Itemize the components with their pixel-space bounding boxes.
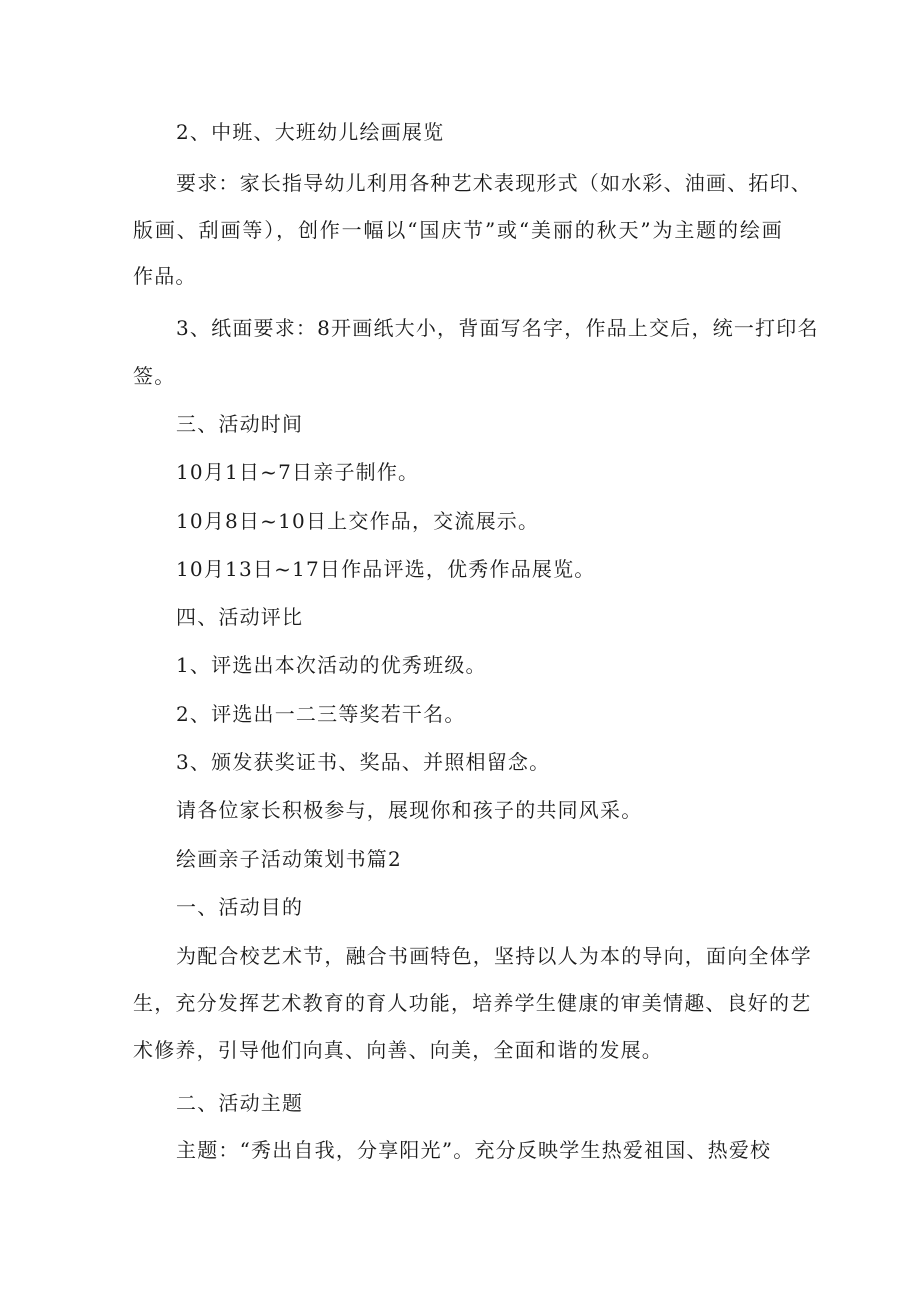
schedule-item-3: 10月13日~17日作品评选，优秀作品展览。	[176, 557, 596, 581]
evaluation-item-2: 2、评选出一二三等奖若干名。	[176, 702, 466, 726]
requirement-line-2: 版画、刮画等），创作一幅以“国庆节”或“美丽的秋天”为主题的绘画	[133, 218, 783, 242]
section-heading-purpose: 一、活动目的	[176, 895, 304, 919]
purpose-line-3: 术修养，引导他们向真、向善、向美，全面和谐的发展。	[133, 1038, 663, 1062]
evaluation-item-1: 1、评选出本次活动的优秀班级。	[176, 653, 487, 677]
schedule-item-2: 10月8日~10日上交作品，交流展示。	[176, 509, 540, 533]
purpose-line-1: 为配合校艺术节，融合书画特色，坚持以人为本的导向，面向全体学	[176, 944, 812, 968]
purpose-line-2: 生，充分发挥艺术教育的育人功能，培养学生健康的审美情趣、良好的艺	[133, 991, 812, 1015]
paper-requirement-line-2: 签。	[133, 364, 176, 388]
schedule-item-1: 10月1日~7日亲子制作。	[176, 460, 420, 484]
article-title-part-2: 绘画亲子活动策划书篇2	[176, 847, 402, 871]
section-heading-evaluation: 四、活动评比	[176, 605, 304, 629]
theme-line-1: 主题：“秀出自我，分享阳光”。充分反映学生热爱祖国、热爱校	[176, 1138, 772, 1162]
paper-requirement-line-1: 3、纸面要求：8开画纸大小，背面写名字，作品上交后，统一打印名	[176, 316, 819, 340]
evaluation-item-3: 3、颁发获奖证书、奖品、并照相留念。	[176, 750, 551, 774]
section-heading-theme: 二、活动主题	[176, 1091, 304, 1115]
section-heading-activity-time: 三、活动时间	[176, 412, 304, 436]
requirement-line-1: 要求：家长指导幼儿利用各种艺术表现形式（如水彩、油画、拓印、	[176, 171, 812, 195]
section-item-2-heading: 2、中班、大班幼儿绘画展览	[176, 120, 445, 144]
closing-invitation: 请各位家长积极参与，展现你和孩子的共同风采。	[176, 798, 643, 822]
requirement-line-3: 作品。	[133, 264, 197, 288]
